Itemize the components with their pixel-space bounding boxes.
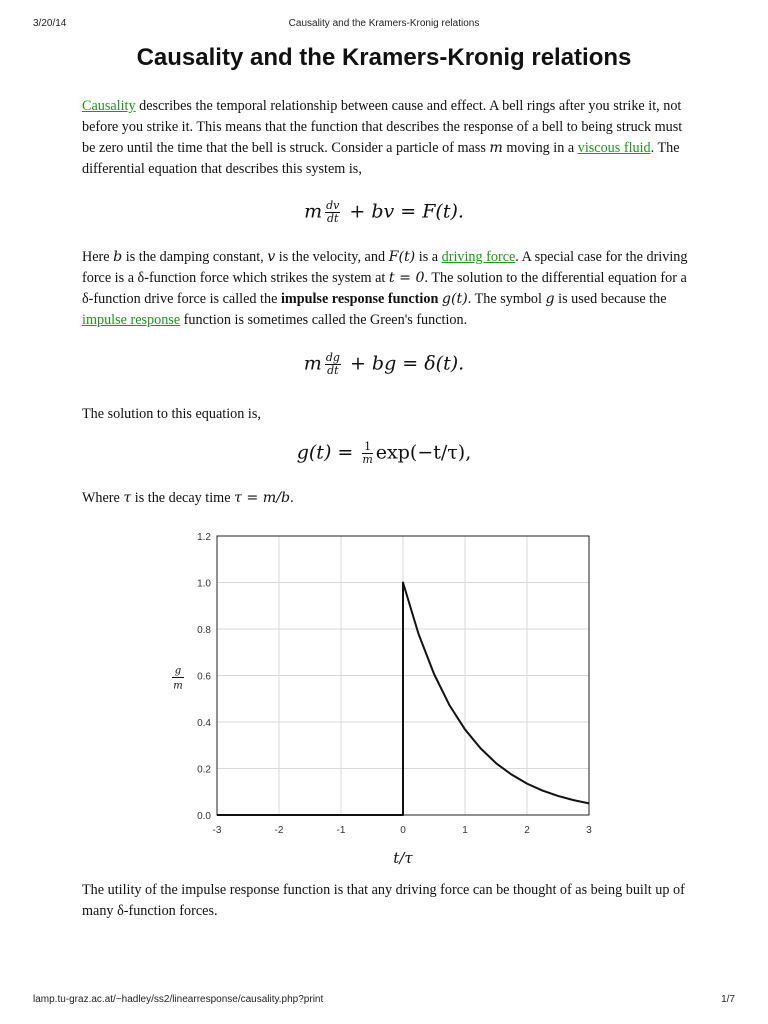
paragraph-decay-time — [82, 488, 692, 509]
x-tick-label: -1 — [336, 825, 346, 836]
x-tick-label: 0 — [400, 825, 406, 836]
y-axis-label-num: g — [174, 665, 182, 677]
equation-motion — [0, 200, 768, 225]
var-tau: τ — [123, 490, 132, 506]
text: is the decay time — [131, 490, 235, 506]
paragraph-causality — [82, 96, 692, 180]
text: function is sometimes called the Green's function. — [180, 312, 468, 328]
print-header-title: Causality and the Kramers-Kronig relations — [288, 18, 480, 29]
text: . The differential equation that describes this system is, — [82, 140, 680, 177]
eq-rest: exp(−t/τ), — [375, 441, 472, 464]
page-title: Causality and the Kramers-Kronig relations — [136, 44, 632, 71]
y-tick-label: 0.6 — [197, 671, 211, 683]
var-v: v — [267, 249, 276, 265]
eq-rest: + bg = δ(t). — [343, 352, 465, 375]
eq-m: m — [304, 200, 323, 223]
var-Ft: F(t) — [388, 249, 416, 265]
text: . The symbol — [467, 291, 546, 307]
frac-num: 1 — [364, 440, 372, 453]
y-tick-label: 1.0 — [197, 578, 211, 590]
x-tick-label: -2 — [274, 825, 284, 836]
paragraph-solution: The solution to this equation is, — [82, 406, 261, 422]
paragraph-utility: The utility of the impulse response function is that any driving force can be thought of as being built up of many δ-function forces. — [82, 882, 685, 919]
var-b: b — [113, 249, 123, 265]
x-tick-label: 1 — [462, 825, 468, 836]
x-tick-label: 2 — [524, 825, 530, 836]
y-axis-label-den: m — [173, 680, 183, 692]
link-impulse-response[interactable]: impulse response — [82, 312, 181, 328]
x-tick-label: -3 — [212, 825, 222, 836]
link-viscous-fluid[interactable]: viscous fluid — [577, 140, 651, 156]
x-tick-label: 3 — [586, 825, 592, 836]
print-footer-url: lamp.tu-graz.ac.at/~hadley/ss2/linearresponse/causality.php?print — [33, 994, 324, 1005]
y-tick-label: 0.0 — [197, 811, 211, 822]
print-page-number: 1/7 — [721, 994, 735, 1005]
y-tick-label: 0.4 — [197, 718, 211, 729]
y-tick-label: 0.2 — [197, 764, 211, 776]
impulse-response-chart — [160, 526, 620, 866]
text: is the damping constant, — [122, 249, 268, 265]
series-line-g-over-m — [217, 583, 589, 816]
text: describes the temporal relationship between cause and effect. A bell rings after you strike it, not before you strike it. This means that the function that describes the response of a bell to being struck must be zero until the time that the bell is struck. Consider a particle of mass — [82, 98, 683, 156]
x-axis-label: t/τ — [393, 849, 413, 866]
var-g: g — [545, 291, 555, 307]
text: . — [290, 490, 294, 506]
eq-rest: + bv = F(t). — [343, 200, 464, 223]
equation-impulse — [0, 352, 768, 377]
text: . The solution to the differential equation for a δ-function drive force is called the — [82, 270, 687, 307]
equation-solution — [0, 441, 768, 466]
text: . A special case for the driving force is a δ-function force which strikes the system at — [82, 249, 688, 286]
eq-m: m — [303, 352, 322, 375]
text: Where — [82, 490, 124, 506]
link-driving-force[interactable]: driving force — [441, 249, 516, 265]
link-causality[interactable]: Causality — [82, 98, 136, 114]
text: moving in a — [502, 140, 578, 156]
frac-den: m — [362, 453, 373, 466]
frac-num: dg — [325, 351, 340, 364]
fraction-dg-dt — [325, 352, 341, 377]
text: is the velocity, and — [275, 249, 389, 265]
bold-term: impulse response function — [280, 291, 439, 307]
print-date: 3/20/14 — [33, 18, 67, 29]
frac-den: dt — [327, 364, 339, 377]
paragraph-damping — [82, 247, 692, 331]
frac-num: dv — [326, 199, 340, 212]
text: is a — [415, 249, 442, 265]
eq-lhs: g(t) = — [296, 441, 360, 464]
var-t0: t = 0 — [388, 270, 425, 286]
text: Here — [82, 249, 114, 265]
var-gt: g(t) — [441, 291, 468, 307]
fraction-dv-dt — [325, 200, 340, 225]
var-tau-expr: τ = m/b — [234, 490, 291, 506]
y-tick-label: 0.8 — [197, 625, 211, 636]
text: is used because the — [554, 291, 667, 307]
y-tick-label: 1.2 — [197, 532, 211, 543]
frac-den: dt — [326, 212, 339, 225]
var-m: m — [489, 140, 503, 156]
fraction-1-m — [362, 441, 372, 466]
